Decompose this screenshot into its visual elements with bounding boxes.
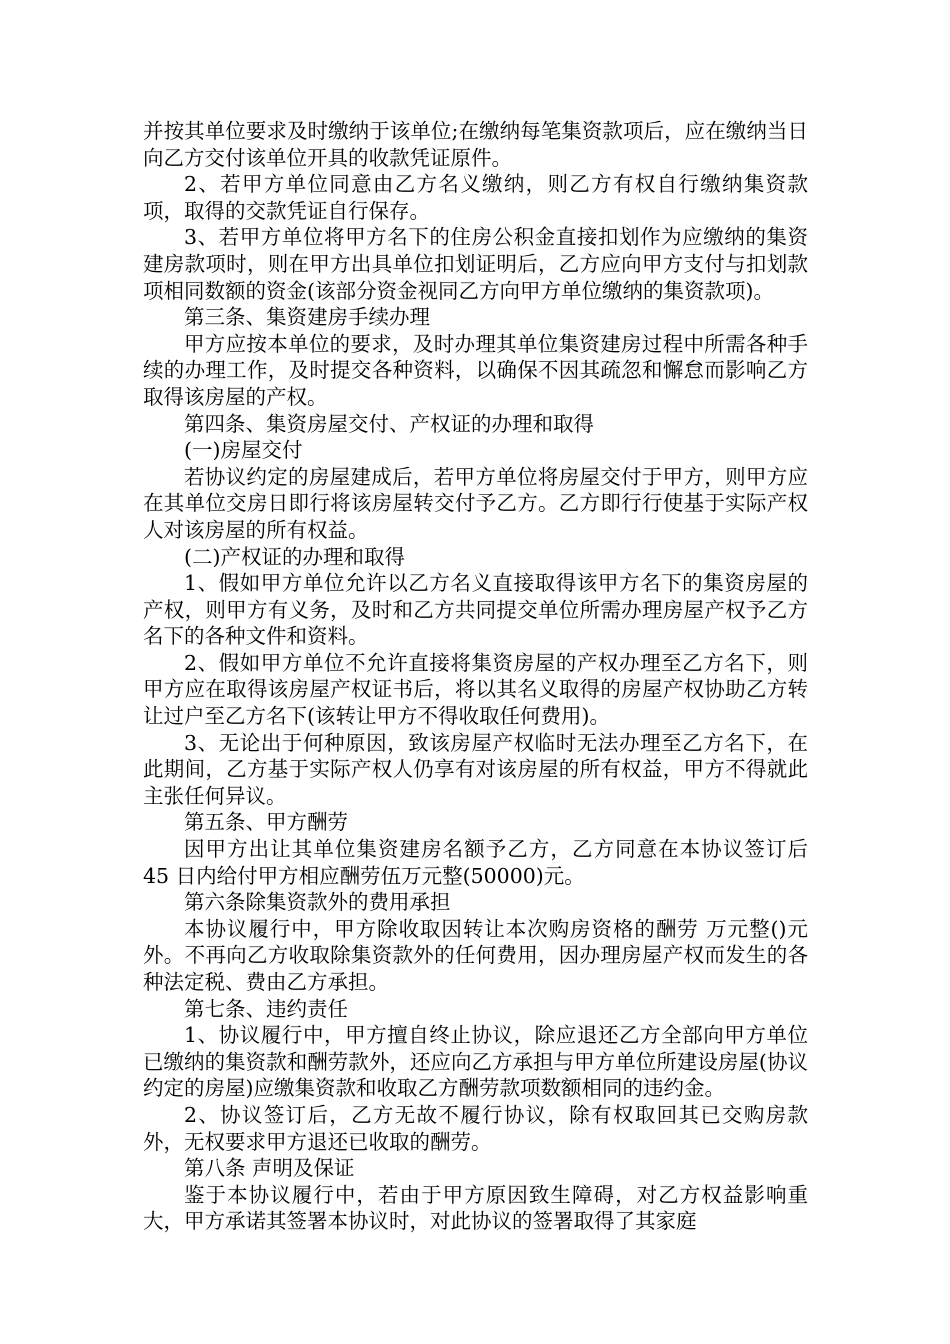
- paragraph-payment-continuation: 并按其单位要求及时缴纳于该单位;在缴纳每笔集资款项后，应在缴纳当日向乙方交付该单位开具的收款凭证原件。: [143, 119, 808, 170]
- paragraph-clause-3-provident-fund: 3、若甲方单位将甲方名下的住房公积金直接扣划作为应缴纳的集资建房款项时，则在甲方出具单位扣划证明后，乙方应向甲方支付与扣划款项相同数额的资金(该部分资金视同乙方向甲方单位缴纳的集资款项)。: [143, 225, 808, 303]
- heading-article-4: 第四条、集资房屋交付、产权证的办理和取得: [184, 411, 594, 436]
- paragraph-article-5-body: 因甲方出让其单位集资建房名额予乙方，乙方同意在本协议签订后 45 日内给付甲方相应酬劳伍万元整(50000)元。: [143, 837, 808, 888]
- subheading-house-delivery: (一)房屋交付: [184, 438, 303, 463]
- paragraph-article-8-body: 鉴于本协议履行中，若由于甲方原因致生障碍，对乙方权益影响重大，甲方承诺其签署本协议时，对此协议的签署取得了其家庭: [143, 1182, 808, 1234]
- paragraph-certificate-clause-3: 3、无论出于何种原因，致该房屋产权临时无法办理至乙方名下，在此期间，乙方基于实际产权人仍享有对该房屋的所有权益，甲方不得就此主张任何异议。: [143, 730, 808, 808]
- heading-article-8: 第八条 声明及保证: [184, 1156, 355, 1181]
- paragraph-breach-clause-1: 1、协议履行中，甲方擅自终止协议，除应退还乙方全部向甲方单位已缴纳的集资款和酬劳款外，还应向乙方承担与甲方单位所建设房屋(协议约定的房屋)应缴集资款和收取乙方酬劳款项数额相同的违约金。: [143, 1023, 808, 1101]
- paragraph-article-3-body: 甲方应按本单位的要求，及时办理其单位集资建房过程中所需各种手续的办理工作，及时提交各种资料，以确保不因其疏忽和懈怠而影响乙方取得该房屋的产权。: [143, 331, 808, 409]
- document-page: [143, 118, 808, 1235]
- heading-article-7: 第七条、违约责任: [184, 996, 348, 1021]
- paragraph-certificate-clause-2: 2、假如甲方单位不允许直接将集资房屋的产权办理至乙方名下，则甲方应在取得该房屋产权证书后，将以其名义取得的房屋产权协助乙方转让过户至乙方名下(该转让甲方不得收取任何费用)。: [143, 650, 808, 729]
- paragraph-certificate-clause-1: 1、假如甲方单位允许以乙方名义直接取得该甲方名下的集资房屋的产权，则甲方有义务，及时和乙方共同提交单位所需办理房屋产权予乙方名下的各种文件和资料。: [143, 571, 808, 649]
- subheading-property-certificate: (二)产权证的办理和取得: [184, 544, 405, 569]
- heading-article-5: 第五条、甲方酬劳: [184, 810, 348, 835]
- heading-article-3: 第三条、集资建房手续办理: [184, 305, 430, 330]
- paragraph-house-delivery-body: 若协议约定的房屋建成后，若甲方单位将房屋交付于甲方，则甲方应在其单位交房日即行将该房屋转交付予乙方。乙方即行行使基于实际产权人对该房屋的所有权益。: [143, 464, 808, 542]
- paragraph-breach-clause-2: 2、协议签订后，乙方无故不履行协议，除有权取回其已交购房款外，无权要求甲方退还已收取的酬劳。: [143, 1102, 808, 1154]
- paragraph-clause-2-self-payment: 2、若甲方单位同意由乙方名义缴纳，则乙方有权自行缴纳集资款项，取得的交款凭证自行保存。: [143, 172, 808, 223]
- paragraph-article-6-body: 本协议履行中，甲方除收取因转让本次购房资格的酬劳 万元整()元外。不再向乙方收取除集资款外的任何费用，因办理房屋产权而发生的各种法定税、费由乙方承担。: [143, 916, 808, 994]
- heading-article-6: 第六条除集资款外的费用承担: [184, 890, 451, 915]
